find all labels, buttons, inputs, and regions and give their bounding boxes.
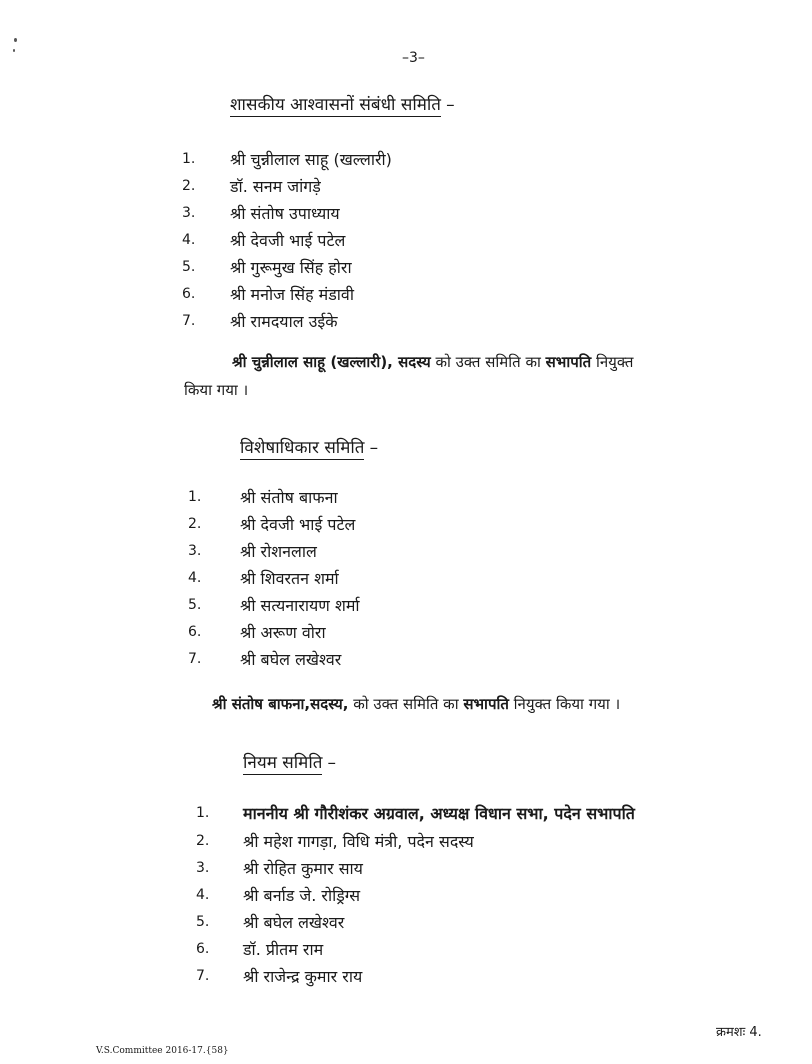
member-name: श्री देवजी भाई पटेल <box>230 231 346 250</box>
chairman-note <box>212 694 620 714</box>
member-name: माननीय श्री गौरीशंकर अग्रवाल, अध्यक्ष विधान सभा, पदेन सभापति <box>243 804 635 823</box>
member-name: श्री रामदयाल उईके <box>230 312 338 331</box>
note-text: नियुक्त किया गया । <box>508 695 621 713</box>
item-number: 1. <box>182 151 196 167</box>
member-name: श्री संतोष उपाध्याय <box>230 204 340 223</box>
section-heading <box>240 435 378 458</box>
chairman-name: श्री संतोष बाफना,सदस्य, <box>212 695 349 713</box>
item-number: 6. <box>182 286 196 302</box>
note-text: को उक्त समिति का <box>430 353 546 371</box>
member-name: श्री संतोष बाफना <box>240 488 338 507</box>
item-number: 5. <box>196 914 210 930</box>
section-title: नियम समिति <box>243 753 323 773</box>
chairman-name: श्री चुन्नीलाल साहू (खल्लारी), सदस्य <box>232 353 431 371</box>
member-name: श्री रोशनलाल <box>240 542 317 561</box>
item-number: 3. <box>182 205 196 221</box>
item-number: 7. <box>188 651 202 667</box>
member-name: श्री अरूण वोरा <box>240 623 326 642</box>
item-number: 2. <box>188 516 202 532</box>
scan-speck <box>13 49 15 52</box>
section-title: शासकीय आश्वासनों संबंधी समिति <box>230 95 441 115</box>
member-name: डॉ. सनम जांगड़े <box>230 177 321 196</box>
member-name: श्री महेश गागड़ा, विधि मंत्री, पदेन सदस्य <box>243 832 474 851</box>
member-name: श्री रोहित कुमार साय <box>243 859 363 878</box>
item-number: 7. <box>196 968 210 984</box>
section-dash: – <box>327 753 337 773</box>
item-number: 3. <box>188 543 202 559</box>
footer-code: V.S.Committee 2016-17.{58} <box>96 1046 229 1056</box>
section-heading <box>230 92 455 115</box>
section-title: विशेषाधिकार समिति <box>240 438 365 458</box>
member-name: श्री राजेन्द्र कुमार राय <box>243 967 363 986</box>
chairman-note <box>232 352 633 372</box>
note-text: को उक्त समिति का <box>348 695 464 713</box>
member-name: श्री मनोज सिंह मंडावी <box>230 285 354 304</box>
chairman-word: सभापति <box>545 353 592 371</box>
section-dash: – <box>446 95 455 115</box>
section-dash: – <box>369 438 379 458</box>
item-number: 1. <box>188 489 202 505</box>
member-name: श्री गुरूमुख सिंह होरा <box>230 258 352 277</box>
scan-speck <box>14 38 17 42</box>
item-number: 6. <box>188 624 202 640</box>
item-number: 2. <box>196 833 210 849</box>
item-number: 1. <box>196 805 210 821</box>
member-name: श्री बघेल लखेश्वर <box>240 650 342 669</box>
member-name: श्री बर्नाड जे. रोड्रिग्स <box>243 886 361 905</box>
member-name: श्री बघेल लखेश्वर <box>243 913 345 932</box>
chairman-note-continuation: किया गया । <box>184 381 249 399</box>
item-number: 4. <box>188 570 202 586</box>
member-name: डॉ. प्रीतम राम <box>243 940 324 959</box>
item-number: 6. <box>196 941 210 957</box>
page-number: –3– <box>402 50 425 66</box>
chairman-word: सभापति <box>463 695 509 713</box>
item-number: 3. <box>196 860 210 876</box>
note-text: नियुक्त <box>591 353 634 371</box>
continued-label: क्रमशः 4. <box>716 1025 762 1040</box>
item-number: 2. <box>182 178 196 194</box>
section-heading <box>243 750 336 773</box>
member-name: श्री सत्यनारायण शर्मा <box>240 596 360 615</box>
item-number: 4. <box>196 887 210 903</box>
item-number: 4. <box>182 232 196 248</box>
item-number: 5. <box>182 259 196 275</box>
item-number: 7. <box>182 313 196 329</box>
member-name: श्री शिवरतन शर्मा <box>240 569 339 588</box>
member-name: श्री देवजी भाई पटेल <box>240 515 356 534</box>
member-name: श्री चुन्नीलाल साहू (खल्लारी) <box>230 150 392 169</box>
item-number: 5. <box>188 597 202 613</box>
